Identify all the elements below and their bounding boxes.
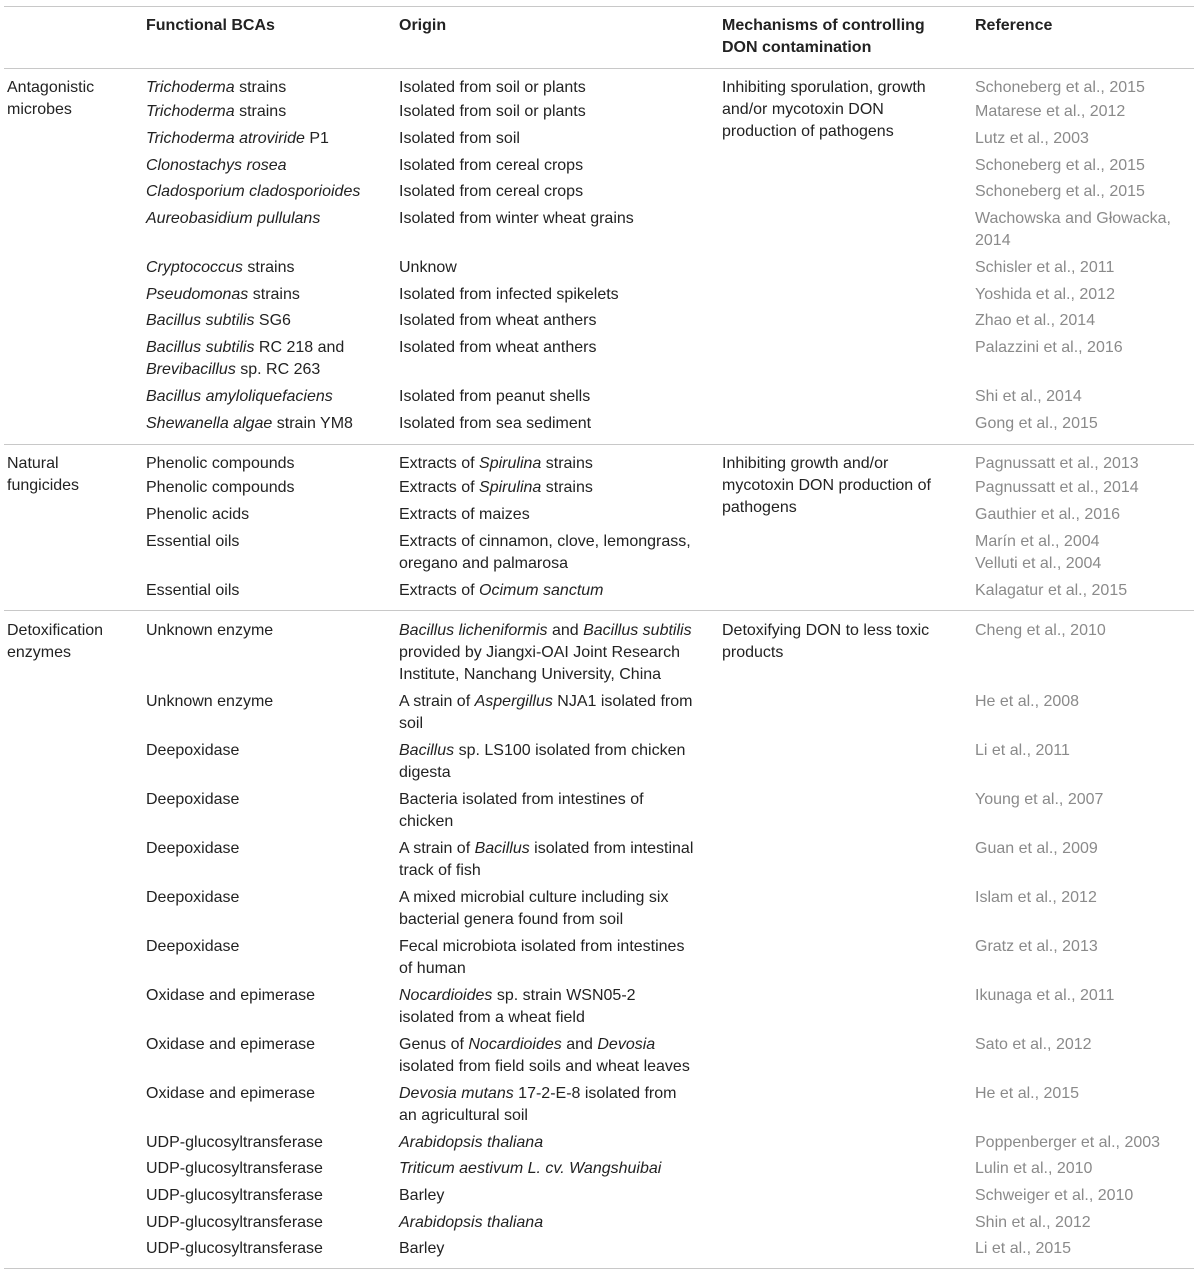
origin-cell	[399, 740, 704, 784]
origin-text: Genus of	[399, 1036, 469, 1053]
organism-name: Bacillus amyloliquefaciens	[146, 388, 333, 405]
group-label-line: Natural	[7, 455, 59, 472]
bca-cell	[146, 181, 391, 203]
reference-cell: Shi et al., 2014	[975, 388, 1082, 405]
reference-cell: Ikunaga et al., 2011	[975, 987, 1115, 1004]
origin-cell: Isolated from wheat anthers	[399, 339, 597, 356]
bca-cell	[146, 155, 391, 177]
bca-cell: Deepoxidase	[146, 742, 240, 759]
bca-cell	[146, 337, 391, 381]
group-divider	[4, 444, 1194, 445]
origin-cell	[399, 453, 704, 475]
organism-name: Aureobasidium pullulans	[146, 210, 321, 227]
origin-cell: Barley	[399, 1240, 445, 1257]
origin-text: strains	[541, 455, 593, 472]
reference-line: 2014	[975, 232, 1011, 249]
organism-name: Pseudomonas	[146, 286, 249, 303]
origin-cell	[399, 620, 704, 686]
bca-cell: Phenolic compounds	[146, 455, 295, 472]
bca-cell	[146, 128, 391, 150]
bca-cell: Oxidase and epimerase	[146, 987, 315, 1004]
column-header-mechanism-line: DON contamination	[722, 39, 872, 56]
group-label-natural	[7, 453, 137, 497]
origin-text: Extracts of	[399, 479, 480, 496]
reference-cell: Li et al., 2015	[975, 1240, 1072, 1257]
origin-text: strains	[541, 479, 593, 496]
reference-cell: Matarese et al., 2012	[975, 103, 1126, 120]
origin-cell	[399, 1083, 704, 1127]
group-label-antagonistic	[7, 77, 137, 121]
bca-cell: Essential oils	[146, 533, 240, 550]
column-header-mechanism-line: Mechanisms of controlling	[722, 17, 925, 34]
organism-name: Nocardioides	[399, 987, 493, 1004]
header-bottom-rule	[4, 68, 1194, 69]
reference-cell: Schoneberg et al., 2015	[975, 79, 1145, 96]
organism-name: Trichoderma atroviride	[146, 130, 305, 147]
origin-cell	[399, 887, 704, 931]
reference-cell: Li et al., 2011	[975, 742, 1070, 759]
organism-name: Triticum aestivum L. cv. Wangshuibai	[399, 1160, 662, 1177]
reference-cell: Cheng et al., 2010	[975, 622, 1106, 639]
reference-cell: Gong et al., 2015	[975, 415, 1098, 432]
organism-name: Trichoderma	[146, 103, 235, 120]
bca-cell: Oxidase and epimerase	[146, 1036, 315, 1053]
bca-text: strain YM8	[272, 415, 353, 432]
organism-name: Bacillus	[474, 840, 530, 857]
origin-line: Extracts of cinnamon, clove, lemongrass,	[399, 533, 691, 550]
bca-text: sp. RC 263	[235, 361, 321, 378]
reference-cell: Palazzini et al., 2016	[975, 339, 1123, 356]
reference-cell: Gauthier et al., 2016	[975, 506, 1120, 523]
origin-line: an agricultural soil	[399, 1107, 528, 1124]
reference-cell	[975, 208, 1195, 252]
bca-cell: Oxidase and epimerase	[146, 1085, 315, 1102]
origin-text: A strain of	[399, 693, 475, 710]
origin-cell: Extracts of maizes	[399, 506, 530, 523]
mechanism-line: Inhibiting growth and/or	[722, 455, 889, 472]
origin-line: isolated from a wheat field	[399, 1009, 585, 1026]
origin-line: Bacteria isolated from intestines of	[399, 791, 644, 808]
organism-name: Bacillus subtilis	[146, 312, 255, 329]
mechanism-line: products	[722, 644, 784, 661]
origin-text: NJA1 isolated from	[552, 693, 693, 710]
reference-cell: Lutz et al., 2003	[975, 130, 1089, 147]
mechanism-line: Detoxifying DON to less toxic	[722, 622, 930, 639]
origin-cell	[399, 838, 704, 882]
organism-name: Brevibacillus	[146, 361, 236, 378]
origin-line: Fecal microbiota isolated from intestines	[399, 938, 685, 955]
organism-name: Aspergillus	[474, 693, 553, 710]
column-header-origin: Origin	[399, 17, 447, 34]
organism-name: Arabidopsis thaliana	[399, 1134, 544, 1151]
reference-cell: Schisler et al., 2011	[975, 259, 1115, 276]
origin-cell: Barley	[399, 1187, 445, 1204]
organism-name: Trichoderma	[146, 79, 235, 96]
reference-cell: Schweiger et al., 2010	[975, 1187, 1134, 1204]
origin-cell	[399, 789, 704, 833]
reference-line: Velluti et al., 2004	[975, 555, 1102, 572]
mechanism-line: production of pathogens	[722, 123, 894, 140]
reference-line: Wachowska and Głowacka,	[975, 210, 1171, 227]
origin-cell: Isolated from cereal crops	[399, 157, 584, 174]
origin-cell	[399, 531, 704, 575]
organism-name: Spirulina	[479, 479, 542, 496]
bca-cell: Phenolic compounds	[146, 479, 295, 496]
origin-cell: Isolated from infected spikelets	[399, 286, 619, 303]
group-label-line: enzymes	[7, 644, 72, 661]
origin-line: A mixed microbial culture including six	[399, 889, 669, 906]
bca-cell: UDP-glucosyltransferase	[146, 1214, 323, 1231]
bca-cell: UDP-glucosyltransferase	[146, 1240, 323, 1257]
origin-line: digesta	[399, 764, 451, 781]
organism-name: Bacillus subtilis	[583, 622, 692, 639]
table-top-rule	[4, 6, 1194, 7]
organism-name: Bacillus subtilis	[146, 339, 255, 356]
reference-cell: Guan et al., 2009	[975, 840, 1098, 857]
reference-cell	[975, 531, 1195, 575]
bca-cell	[146, 284, 391, 306]
mechanism-line: mycotoxin DON production of	[722, 477, 931, 494]
organism-name: Cryptococcus	[146, 259, 243, 276]
reference-cell: Lulin et al., 2010	[975, 1160, 1093, 1177]
mechanism-antagonistic	[722, 77, 967, 143]
origin-cell	[399, 691, 704, 735]
bca-text: strains	[242, 259, 295, 276]
bca-cell: Deepoxidase	[146, 938, 240, 955]
origin-line: Institute, Nanchang University, China	[399, 666, 662, 683]
bca-cell: Deepoxidase	[146, 791, 240, 808]
origin-line: of human	[399, 960, 466, 977]
bca-text: RC 218 and	[254, 339, 345, 356]
bca-cell	[146, 310, 391, 332]
origin-cell: Isolated from cereal crops	[399, 183, 584, 200]
reference-cell: Poppenberger et al., 2003	[975, 1134, 1161, 1151]
bca-text: strains	[234, 103, 287, 120]
organism-name: Arabidopsis thaliana	[399, 1214, 544, 1231]
reference-cell: Young et al., 2007	[975, 791, 1104, 808]
organism-name: Shewanella algae	[146, 415, 273, 432]
reference-cell: Pagnussatt et al., 2013	[975, 455, 1139, 472]
origin-text: sp. LS100 isolated from chicken	[454, 742, 686, 759]
origin-cell: Isolated from soil or plants	[399, 103, 586, 120]
reference-cell: Pagnussatt et al., 2014	[975, 479, 1139, 496]
organism-name: Spirulina	[479, 455, 542, 472]
reference-cell: Islam et al., 2012	[975, 889, 1097, 906]
group-divider	[4, 610, 1194, 611]
group-label-line: Antagonistic	[7, 79, 95, 96]
group-label-line: microbes	[7, 101, 72, 118]
bca-cell: Deepoxidase	[146, 840, 240, 857]
origin-cell	[399, 580, 704, 602]
group-label-detox	[7, 620, 137, 664]
bca-cell	[146, 386, 391, 408]
organism-name: Nocardioides	[468, 1036, 562, 1053]
origin-line: soil	[399, 715, 424, 732]
organism-name: Cladosporium cladosporioides	[146, 183, 361, 200]
mechanism-line: Inhibiting sporulation, growth	[722, 79, 926, 96]
table-bottom-rule	[4, 1268, 1194, 1269]
bca-cell	[146, 257, 391, 279]
reference-cell: He et al., 2015	[975, 1085, 1080, 1102]
origin-cell	[399, 1034, 704, 1078]
origin-cell: Isolated from peanut shells	[399, 388, 591, 405]
reference-cell: Shin et al., 2012	[975, 1214, 1091, 1231]
organism-name: Devosia	[597, 1036, 656, 1053]
organism-name: Bacillus	[399, 742, 455, 759]
origin-line: chicken	[399, 813, 454, 830]
reference-cell: Gratz et al., 2013	[975, 938, 1098, 955]
origin-cell	[399, 936, 704, 980]
reference-cell: Sato et al., 2012	[975, 1036, 1092, 1053]
origin-text: and	[561, 1036, 598, 1053]
origin-cell: Isolated from winter wheat grains	[399, 210, 634, 227]
origin-cell: Isolated from sea sediment	[399, 415, 592, 432]
bca-cell: UDP-glucosyltransferase	[146, 1134, 323, 1151]
organism-name: Devosia mutans	[399, 1085, 514, 1102]
bca-text: strains	[248, 286, 300, 303]
organism-name: Ocimum sanctum	[479, 582, 604, 599]
origin-text: 17-2-E-8 isolated from	[513, 1085, 677, 1102]
reference-cell: Schoneberg et al., 2015	[975, 157, 1145, 174]
origin-cell	[399, 1158, 704, 1180]
reference-cell: Zhao et al., 2014	[975, 312, 1096, 329]
origin-line: provided by Jiangxi-OAI Joint Research	[399, 644, 681, 661]
mechanism-line: pathogens	[722, 499, 797, 516]
bca-cell: Unknown enzyme	[146, 622, 274, 639]
reference-cell: Schoneberg et al., 2015	[975, 183, 1145, 200]
organism-name: Bacillus licheniformis	[399, 622, 548, 639]
bca-text: SG6	[254, 312, 291, 329]
origin-line: track of fish	[399, 862, 481, 879]
bca-text: strains	[234, 79, 287, 96]
group-label-line: fungicides	[7, 477, 80, 494]
origin-line: bacterial genera found from soil	[399, 911, 624, 928]
column-header-bca: Functional BCAs	[146, 17, 275, 34]
origin-cell	[399, 985, 704, 1029]
origin-text: and	[547, 622, 584, 639]
reference-cell: Kalagatur et al., 2015	[975, 582, 1128, 599]
origin-line: oregano and palmarosa	[399, 555, 569, 572]
origin-cell: Isolated from soil	[399, 130, 520, 147]
bca-cell: Essential oils	[146, 582, 240, 599]
origin-text: sp. strain WSN05-2	[492, 987, 636, 1004]
bca-cell: Phenolic acids	[146, 506, 250, 523]
reference-line: Marín et al., 2004	[975, 533, 1100, 550]
origin-cell	[399, 477, 704, 499]
column-header-mechanism	[722, 15, 967, 59]
origin-text: Extracts of	[399, 582, 480, 599]
reference-cell: He et al., 2008	[975, 693, 1080, 710]
origin-text: isolated from intestinal	[529, 840, 694, 857]
bca-cell: UDP-glucosyltransferase	[146, 1187, 323, 1204]
mechanism-natural	[722, 453, 967, 519]
mechanism-line: and/or mycotoxin DON	[722, 101, 884, 118]
column-header-reference: Reference	[975, 17, 1053, 34]
origin-text: A strain of	[399, 840, 475, 857]
origin-cell: Unknow	[399, 259, 457, 276]
origin-cell	[399, 1212, 704, 1234]
origin-line: isolated from field soils and wheat leaves	[399, 1058, 690, 1075]
bca-cell: Unknown enzyme	[146, 693, 274, 710]
bca-cell	[146, 413, 391, 435]
group-label-line: Detoxification	[7, 622, 104, 639]
bca-cell	[146, 77, 391, 99]
bca-cell: UDP-glucosyltransferase	[146, 1160, 323, 1177]
origin-cell: Isolated from wheat anthers	[399, 312, 597, 329]
organism-name: Clonostachys rosea	[146, 157, 287, 174]
mechanism-detox	[722, 620, 967, 664]
bca-cell: Deepoxidase	[146, 889, 240, 906]
reference-cell: Yoshida et al., 2012	[975, 286, 1115, 303]
bca-cell	[146, 101, 391, 123]
bca-cell	[146, 208, 391, 230]
origin-cell: Isolated from soil or plants	[399, 79, 586, 96]
origin-cell	[399, 1132, 704, 1154]
origin-text: Extracts of	[399, 455, 480, 472]
bca-text: P1	[304, 130, 329, 147]
